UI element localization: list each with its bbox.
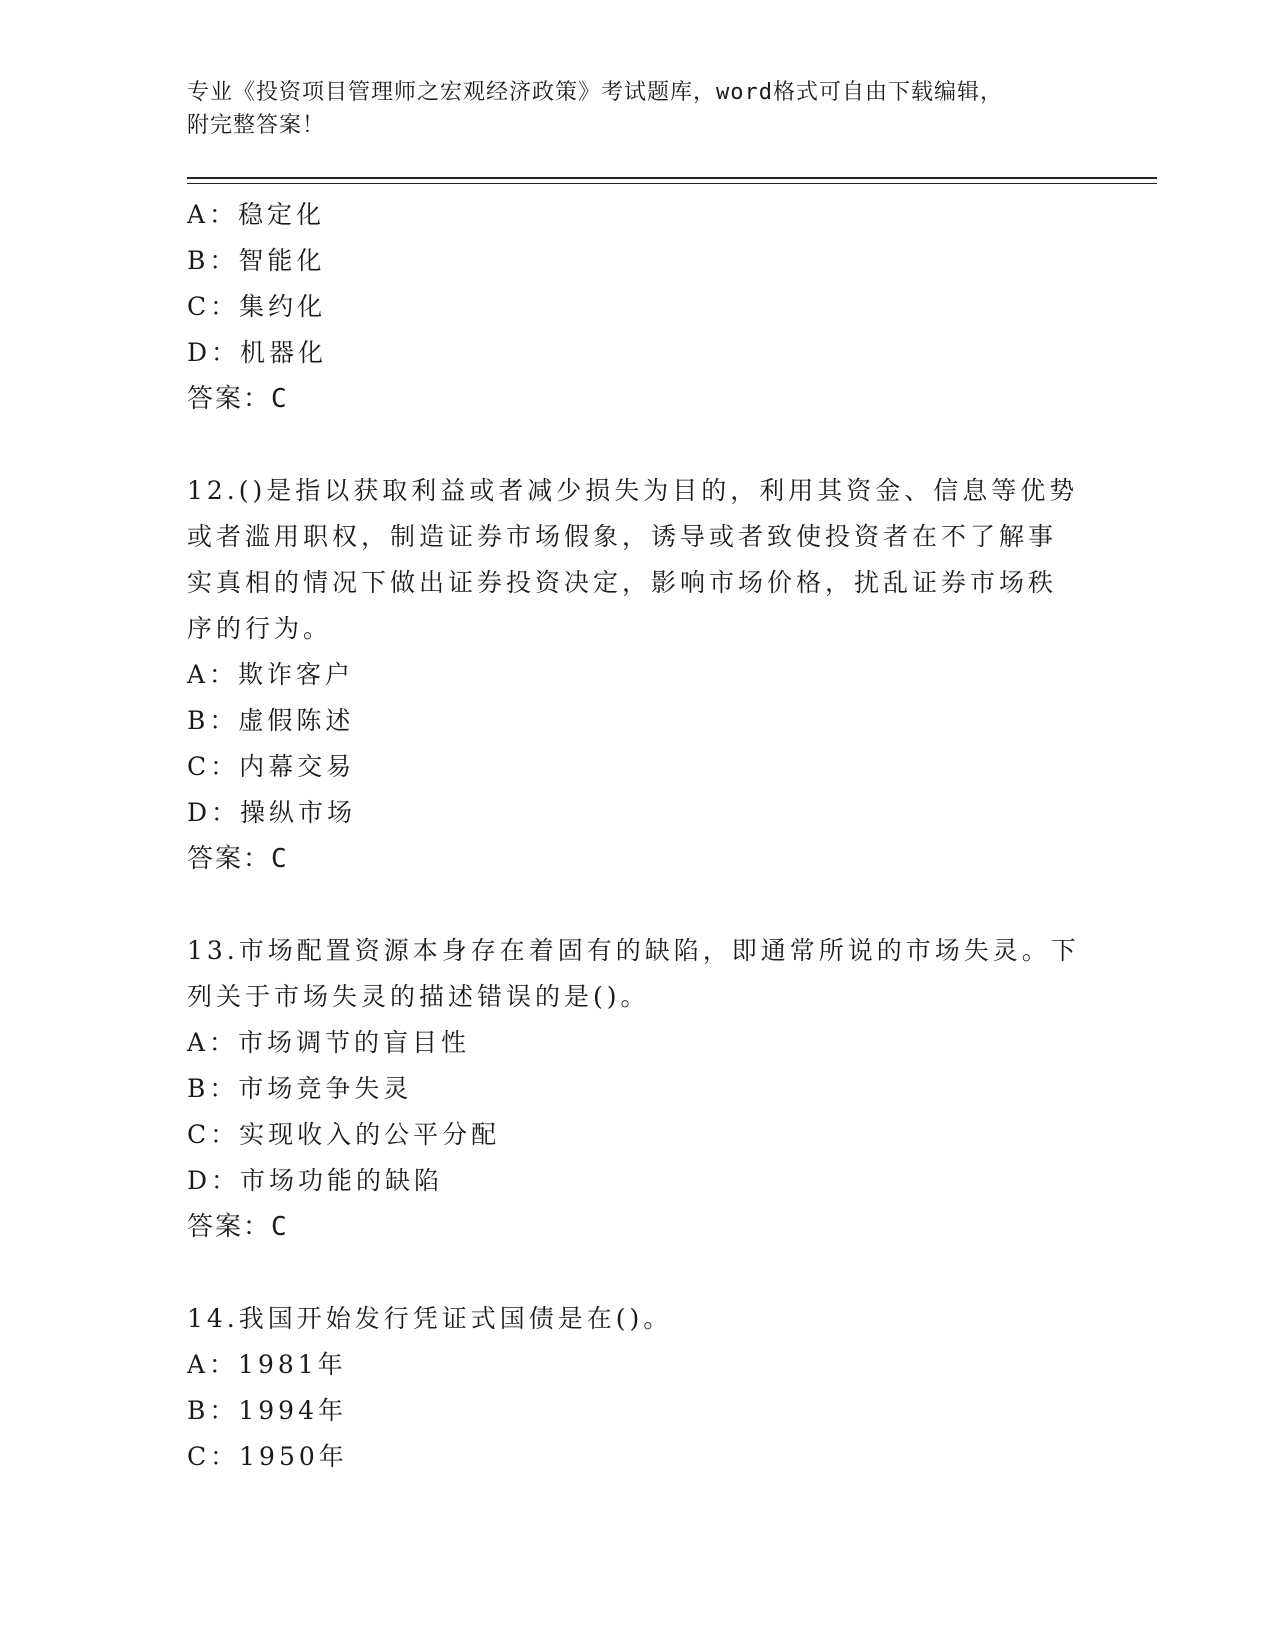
- option-d: D：市场功能的缺陷: [187, 1166, 444, 1195]
- option-b: B：智能化: [187, 246, 326, 275]
- answer: 答案：C: [187, 844, 289, 874]
- option-a: A：稳定化: [187, 200, 326, 229]
- header-divider-thick: [187, 177, 1157, 179]
- option-c: C：内幕交易: [187, 752, 356, 781]
- question-12: [187, 468, 1087, 882]
- option-c: C：实现收入的公平分配: [187, 1120, 501, 1149]
- option-c: C：1950年: [187, 1442, 348, 1471]
- question-text-line: 13.市场配置资源本身存在着固有的缺陷，即通常所说的市场失灵。下: [187, 936, 1080, 965]
- spacer: [187, 882, 1087, 928]
- question-13: [187, 928, 1087, 1250]
- option-b: B：市场竞争失灵: [187, 1074, 413, 1103]
- question-text-line: 序的行为。: [187, 614, 333, 643]
- spacer: [187, 422, 1087, 468]
- question-text-line: 12.()是指以获取利益或者减少损失为目的，利用其资金、信息等优势: [187, 476, 1079, 505]
- header-line-2: 附完整答案！: [187, 113, 326, 138]
- document-header: [187, 76, 1087, 142]
- question-14: [187, 1296, 1087, 1480]
- option-b: B：1994年: [187, 1396, 347, 1425]
- option-a: A：1981年: [187, 1350, 347, 1379]
- header-line-1: 专业《投资项目管理师之宏观经济政策》考试题库，word格式可自由下载编辑，: [187, 80, 1003, 105]
- option-b: B：虚假陈述: [187, 706, 355, 735]
- option-d: D：机器化: [187, 338, 328, 367]
- question-11: [187, 192, 1087, 422]
- question-text-line: 列关于市场失灵的描述错误的是()。: [187, 982, 650, 1011]
- header-divider-thin: [187, 183, 1157, 184]
- answer: 答案：C: [187, 384, 289, 414]
- question-list: [187, 192, 1087, 1480]
- spacer: [187, 1250, 1087, 1296]
- option-c: C：集约化: [187, 292, 327, 321]
- option-d: D：操纵市场: [187, 798, 357, 827]
- question-text-line: 或者滥用职权，制造证券市场假象，诱导或者致使投资者在不了解事: [187, 522, 1058, 551]
- question-text-line: 实真相的情况下做出证券投资决定，影响市场价格，扰乱证券市场秩: [187, 568, 1058, 597]
- question-text-line: 14.我国开始发行凭证式国债是在()。: [187, 1304, 673, 1333]
- option-a: A：市场调节的盲目性: [187, 1028, 471, 1057]
- answer: 答案：C: [187, 1212, 289, 1242]
- option-a: A：欺诈客户: [187, 660, 355, 689]
